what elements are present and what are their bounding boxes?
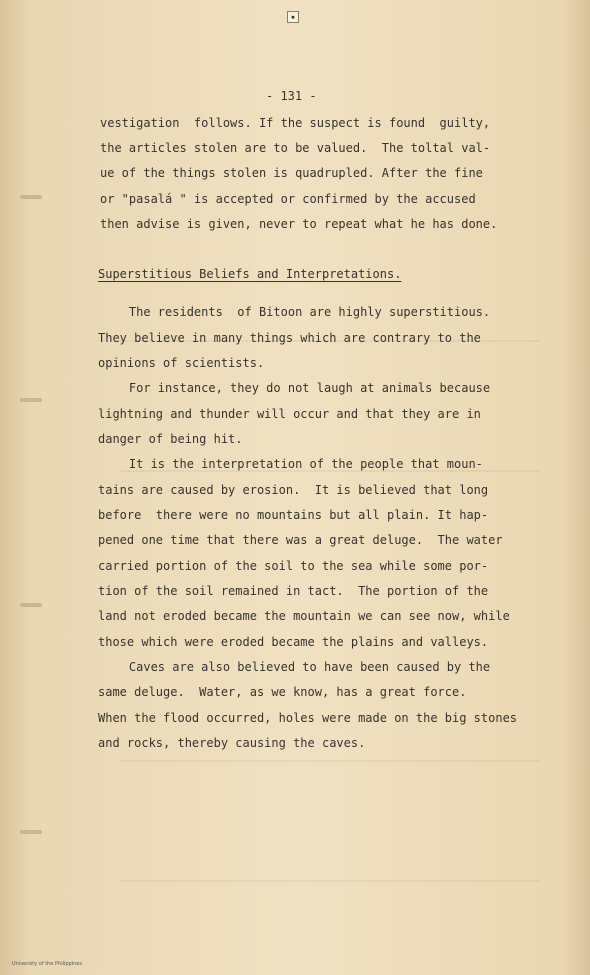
text-line: They believe in many things which are contrary to the [98,331,481,345]
text-line: tion of the soil remained in tact. The portion of the [98,584,489,598]
binding-mark [20,398,42,402]
page-number: - 131 - [266,89,317,103]
text-line: the articles stolen are to be valued. The toltal val- [100,141,491,155]
text-line: ue of the things stolen is quadrupled. After the fine [100,166,483,180]
text-line: those which were eroded became the plains and valleys. [98,635,489,649]
text-line: danger of being hit. [98,432,243,446]
text-line: It is the interpretation of the people that moun- [100,457,483,471]
text-line: same deluge. Water, as we know, has a great force. [98,685,467,699]
bleed-through [120,760,540,762]
text-line: For instance, they do not laugh at animals because [100,381,491,395]
footer-credit: University of the Philippines [12,961,82,967]
page-tag-icon: ▪ [287,11,299,23]
text-line: The residents of Bitoon are highly superstitious. [100,305,491,319]
bleed-through [120,880,540,882]
text-line: When the flood occurred, holes were made on the big stones [98,711,518,725]
text-line: then advise is given, never to repeat what he has done. [100,217,498,231]
text-line: pened one time that there was a great deluge. The water [98,533,503,547]
text-line: or "pasalá " is accepted or confirmed by the accused [100,192,476,206]
text-line: Caves are also believed to have been caused by the [100,660,491,674]
binding-mark [20,195,42,199]
text-line: vestigation follows. If the suspect is found guilty, [100,116,491,130]
text-line: lightning and thunder will occur and that they are in [98,407,481,421]
text-line: tains are caused by erosion. It is believed that long [98,483,489,497]
section-heading: Superstitious Beliefs and Interpretations. [98,267,402,281]
text-line: land not eroded became the mountain we can see now, while [98,609,510,623]
text-line: before there were no mountains but all plain. It hap- [98,508,489,522]
text-line: carried portion of the soil to the sea while some por- [98,559,489,573]
binding-mark [20,603,42,607]
binding-mark [20,830,42,834]
text-line: and rocks, thereby causing the caves. [98,736,366,750]
text-line: opinions of scientists. [98,356,265,370]
